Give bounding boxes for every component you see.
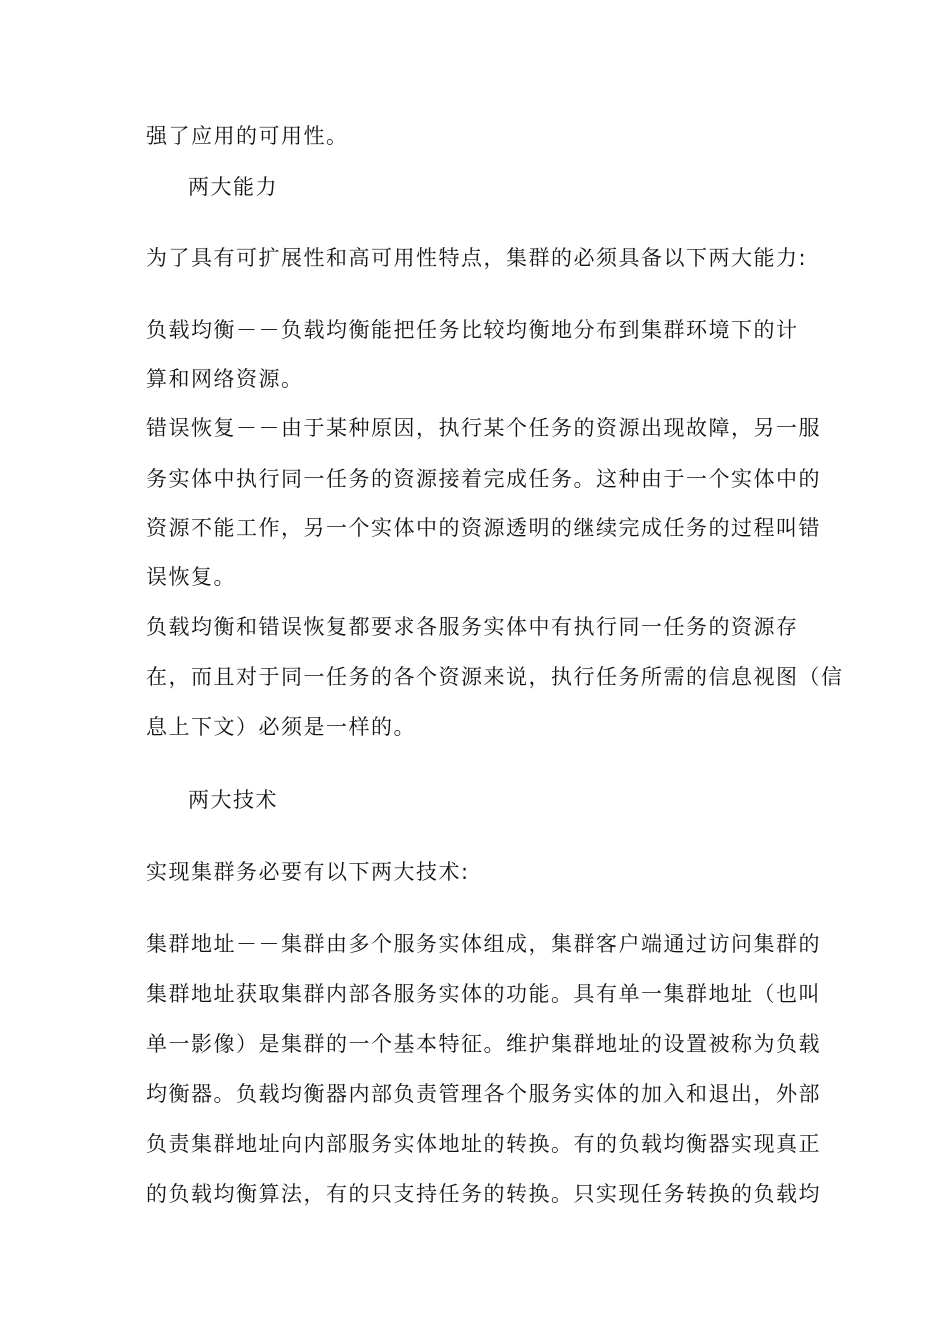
paragraph-line: 的负载均衡算法，有的只支持任务的转换。只实现任务转换的负载均 [146,1182,821,1206]
paragraph-line: 务实体中执行同一任务的资源接着完成任务。这种由于一个实体中的 [146,467,821,491]
paragraph-line: 为了具有可扩展性和高可用性特点，集群的必须具备以下两大能力: [146,246,808,270]
paragraph-line: 集群地址－－集群由多个服务实体组成，集群客户端通过访问集群的 [146,932,821,956]
paragraph-line: 在，而且对于同一任务的各个资源来说，执行任务所需的信息视图（信 [146,665,844,689]
paragraph-line: 均衡器。负载均衡器内部负责管理各个服务实体的加入和退出，外部 [146,1082,821,1106]
paragraph-line: 负载均衡－－负载均衡能把任务比较均衡地分布到集群环境下的计 [146,318,799,342]
paragraph-line: 资源不能工作，另一个实体中的资源透明的继续完成任务的过程叫错 [146,516,821,540]
section-heading: 两大技术 [188,788,278,812]
paragraph-line: 错误恢复－－由于某种原因，执行某个任务的资源出现故障，另一服 [146,416,821,440]
paragraph-line: 单一影像）是集群的一个基本特征。维护集群地址的设置被称为负载 [146,1032,821,1056]
paragraph-line: 算和网络资源。 [146,367,304,391]
paragraph-line: 误恢复。 [146,565,236,589]
paragraph-line: 强了应用的可用性。 [146,124,349,148]
section-heading: 两大能力 [188,175,278,199]
paragraph-line: 负责集群地址向内部服务实体地址的转换。有的负载均衡器实现真正 [146,1132,821,1156]
paragraph-line: 集群地址获取集群内部各服务实体的功能。具有单一集群地址（也叫 [146,982,821,1006]
paragraph-line: 实现集群务必要有以下两大技术: [146,860,470,884]
paragraph-line: 息上下文）必须是一样的。 [146,715,416,739]
paragraph-line: 负载均衡和错误恢复都要求各服务实体中有执行同一任务的资源存 [146,615,799,639]
